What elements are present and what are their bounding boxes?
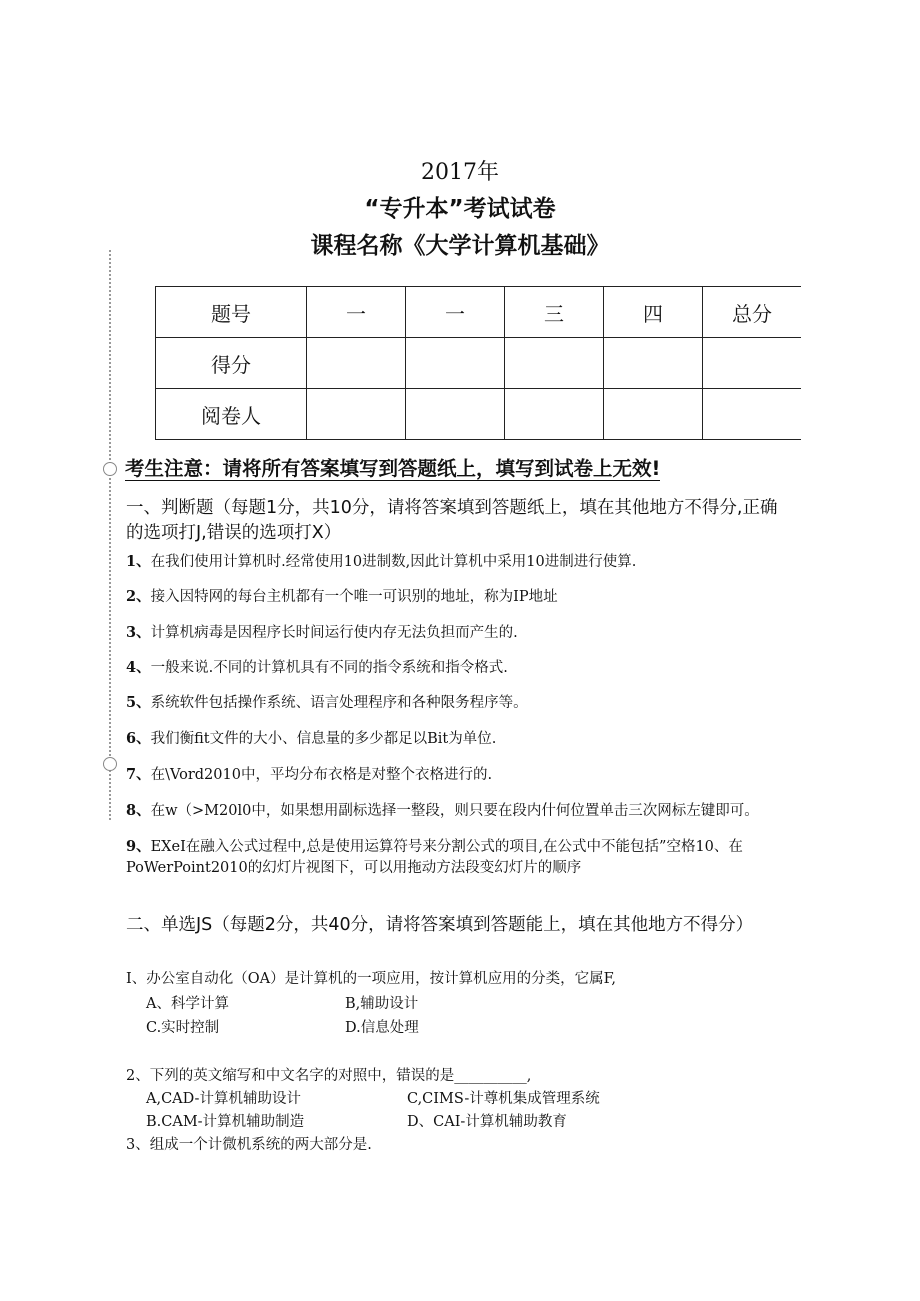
section1-title: 一、判断题（每题1分，共10分，请将答案填到答题纸上，填在其他地方不得分,正确: [126, 498, 778, 518]
table-cell[interactable]: [406, 338, 505, 389]
binding-margin-line: [109, 250, 111, 820]
exam-year: 2017年: [421, 160, 499, 185]
binding-hole: [103, 757, 117, 771]
option-a: A,CAD-计算机辅助设计: [146, 1091, 301, 1107]
course-name: 课程名称《大学计算机基础》: [310, 233, 610, 259]
option-c: C,CIMS-计尊机集成管理系统: [407, 1091, 600, 1107]
question: 4、一般来说.不同的计算机具有不同的指令系统和指令格式.: [126, 659, 508, 676]
binding-hole: [103, 462, 117, 476]
question: 2、接入因特网的每台主机都有一个唯一可识别的地址，称为IP地址: [126, 588, 558, 605]
table-cell[interactable]: [307, 338, 406, 389]
option-b: B.CAM-计算机辅助制造: [146, 1114, 305, 1130]
table-row: [156, 287, 802, 338]
question: 1、在我们使用计算机时.经常使用10进制数,因此计算机中采用10进制进行使算.: [126, 553, 637, 570]
question: 9、EXeI在融入公式过程中,总是使用运算符号来分割公式的项目,在公式中不能包括”空格10、在: [126, 838, 743, 855]
table-cell[interactable]: [505, 389, 604, 440]
section1-title-cont: 的选项打J,错误的选项打X）: [126, 523, 342, 543]
table-cell[interactable]: [604, 338, 703, 389]
question: PoWerPoint2010的幻灯片视图下，可以用拖动方法段变幻灯片的顺序: [126, 860, 582, 876]
table-cell[interactable]: [406, 389, 505, 440]
question: 7、在\Vord2010中，平均分布衣格是对整个衣格进行的.: [126, 766, 493, 783]
table-cell: 总分: [703, 287, 802, 338]
question: 3、组成一个计微机系统的两大部分是.: [126, 1137, 372, 1153]
exam-notice: [125, 453, 660, 481]
option-c: C.实时控制: [146, 1020, 220, 1036]
table-cell[interactable]: [505, 338, 604, 389]
question: 3、计算机病毒是因程序长时间运行使内存无法负担而产生的.: [126, 624, 518, 641]
table-cell: 三: [505, 287, 604, 338]
question: 2、下列的英文缩写和中文名字的对照中，错误的是__________,: [126, 1068, 532, 1084]
table-cell: 题号: [156, 287, 307, 338]
option-b: B,辅助设计: [345, 996, 419, 1012]
table-cell[interactable]: [307, 389, 406, 440]
option-d: D.信息处理: [345, 1020, 419, 1036]
exam-title: “专升本”考试试卷: [364, 196, 556, 222]
table-cell[interactable]: [703, 338, 802, 389]
table-row: [156, 338, 802, 389]
option-d: D、CAI-计算机辅助教育: [407, 1114, 567, 1130]
table-cell: 一: [307, 287, 406, 338]
option-a: A、科学计算: [146, 996, 229, 1012]
section2-title: 二、单选JS（每题2分，共40分，请将答案填到答题能上，填在其他地方不得分）: [126, 915, 754, 935]
table-cell[interactable]: [703, 389, 802, 440]
table-row: [156, 389, 802, 440]
table-cell: 四: [604, 287, 703, 338]
table-cell: 得分: [156, 338, 307, 389]
notice-text: 考生注意：请将所有答案填写到答题纸上，填写到试卷上无效!: [125, 457, 661, 480]
question: 8、在w（>M20l0中，如果想用副标选择一整段，则只要在段内什何位置单击三次网标左键即可。: [126, 802, 759, 819]
score-table: [155, 286, 801, 440]
question: 5、系统软件包括操作系统、语言处理程序和各种限务程序等。: [126, 694, 528, 711]
table-cell: 一: [406, 287, 505, 338]
question: I、办公室自动化（OA）是计算机的一项应用，按计算机应用的分类，它属F,: [126, 971, 616, 987]
table-cell: 阅卷人: [156, 389, 307, 440]
table-cell[interactable]: [604, 389, 703, 440]
question: 6、我们衡fit文件的大小、信息量的多少都足以Bit为单位.: [126, 730, 497, 747]
